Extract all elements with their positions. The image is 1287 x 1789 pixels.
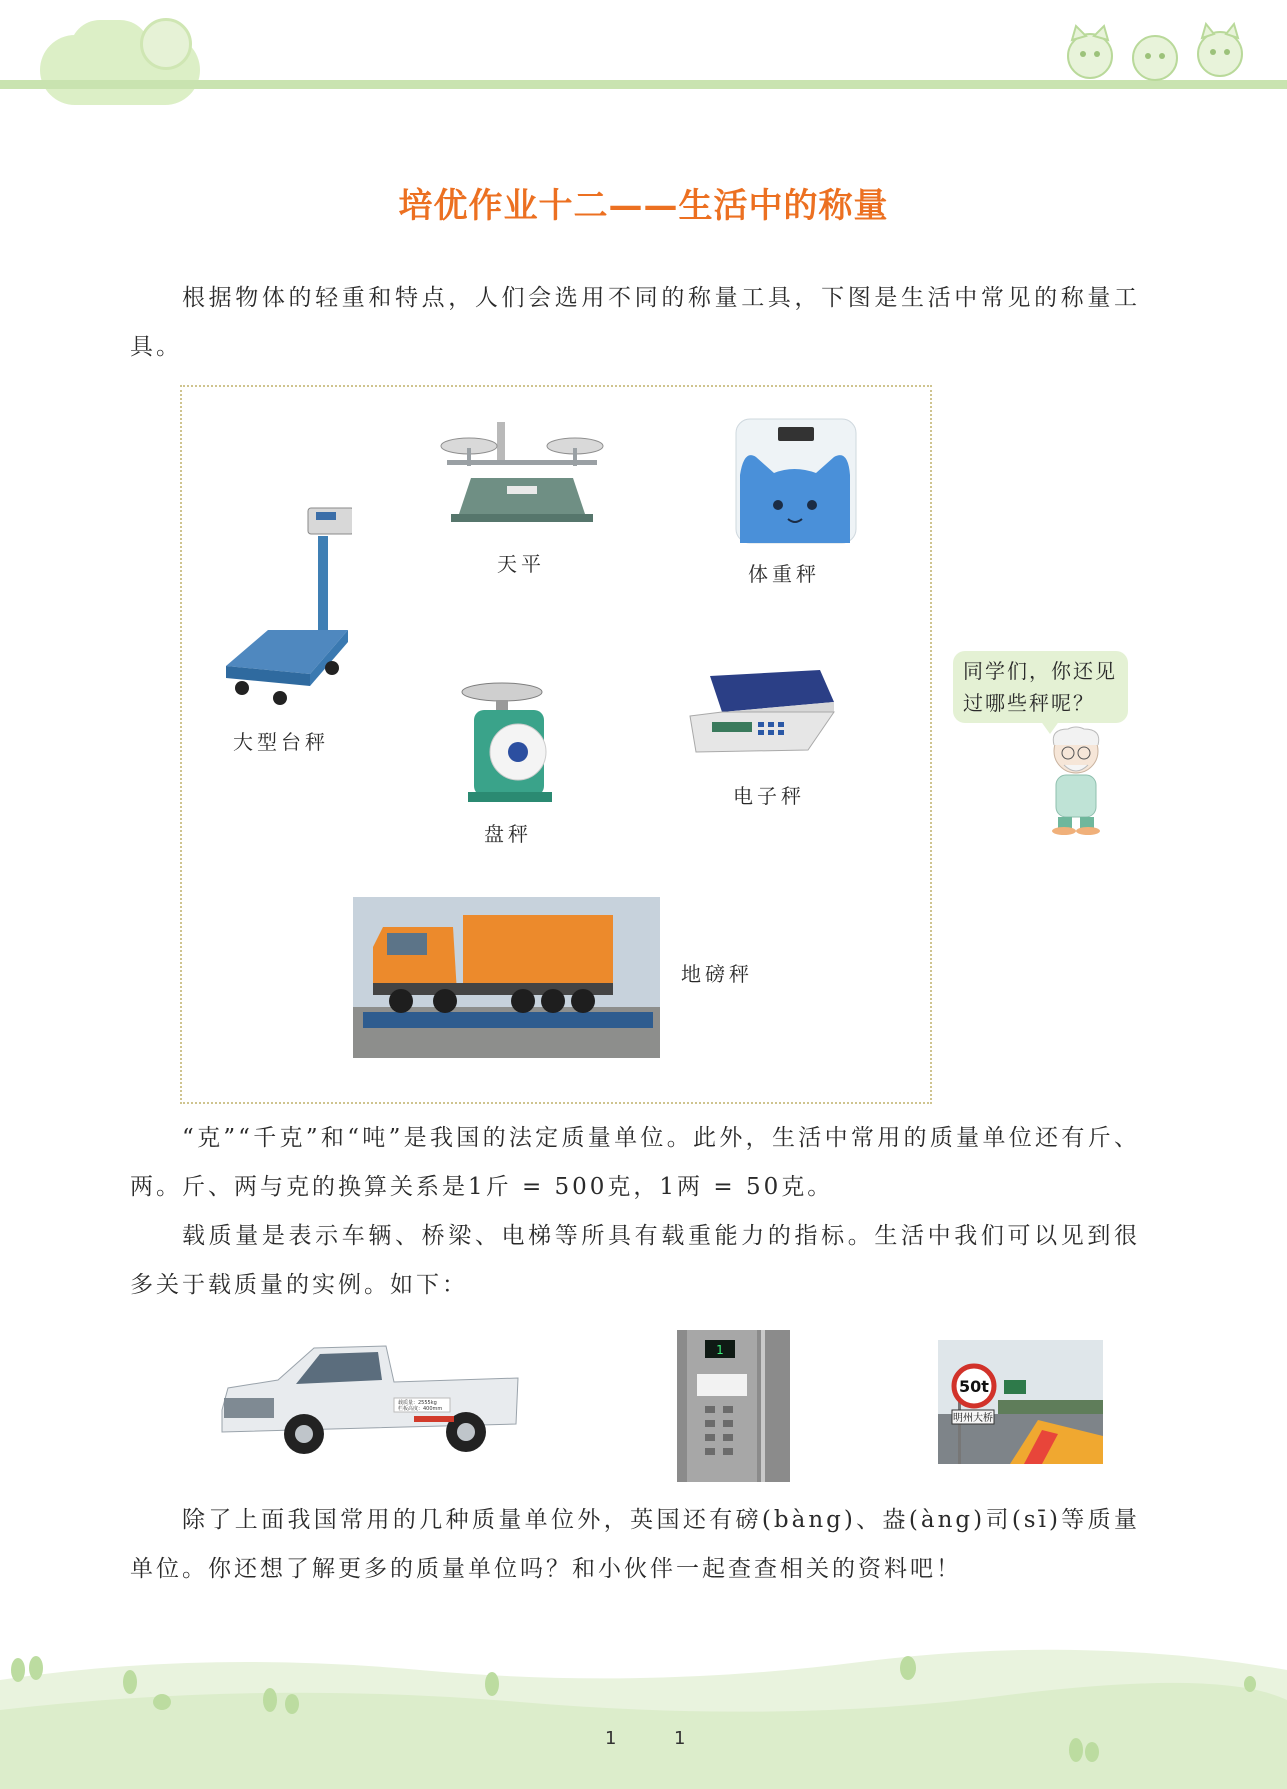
intro-paragraph: 根据物体的轻重和特点，人们会选用不同的称量工具，下图是生活中常见的称量工具。 — [130, 285, 1140, 360]
bridge-sign-image — [938, 1340, 1103, 1464]
speed-sign-text: 50t — [959, 1377, 989, 1396]
label-balance: 天平 — [497, 552, 545, 576]
page-number-left: 1 — [605, 1728, 617, 1749]
page-title: 培优作业十二——生活中的称量 — [398, 186, 889, 226]
label-bathroom-scale: 体重秤 — [748, 562, 820, 586]
weighbridge-truck-image — [353, 897, 660, 1058]
bathroom-scale-icon — [730, 415, 860, 547]
label-weighbridge: 地磅秤 — [681, 962, 753, 986]
speech-bubble: 同学们，你还见过哪些秤呢？ — [953, 651, 1128, 723]
electronic-scale-icon — [688, 664, 840, 764]
platform-scale-icon — [222, 506, 352, 708]
page-number-right: 1 — [674, 1728, 686, 1749]
label-platform-scale: 大型台秤 — [233, 730, 329, 754]
footer-hills-decoration — [0, 1640, 1287, 1789]
balance-scale-icon — [437, 420, 607, 522]
bridge-name-text: 明州大桥 — [953, 1413, 993, 1424]
load-paragraph: 载质量是表示车辆、桥梁、电梯等所具有载重能力的指标。生活中我们可以见到很多关于载质量的实例。如下： — [130, 1223, 1140, 1298]
sun-icon — [140, 18, 192, 70]
dial-scale-icon — [460, 682, 560, 806]
truck-load-text: 载质量：2555kg — [398, 1400, 437, 1406]
extra-paragraph: 除了上面我国常用的几种质量单位外，英国还有磅(bàng)、盎(àng)司(sī)等质量单位。你还想了解更多的质量单位吗？和小伙伴一起查查相关的资料吧！ — [130, 1507, 1140, 1582]
elevator-panel-image — [677, 1330, 790, 1482]
label-dial-scale: 盘秤 — [484, 822, 532, 846]
grandpa-mascot-icon — [1040, 725, 1112, 835]
pickup-truck-image — [218, 1340, 524, 1458]
elevator-floor-display: 1 — [716, 1343, 724, 1357]
label-electronic-scale: 电子秤 — [733, 784, 805, 808]
truck-board-text: 栏板高度：400mm — [398, 1406, 443, 1412]
units-paragraph: “克”“千克”和“吨”是我国的法定质量单位。此外，生活中常用的质量单位还有斤、两。斤、两与克的换算关系是1斤 = 500克，1两 = 50克。 — [130, 1125, 1140, 1200]
mascots-icon — [1060, 20, 1250, 82]
